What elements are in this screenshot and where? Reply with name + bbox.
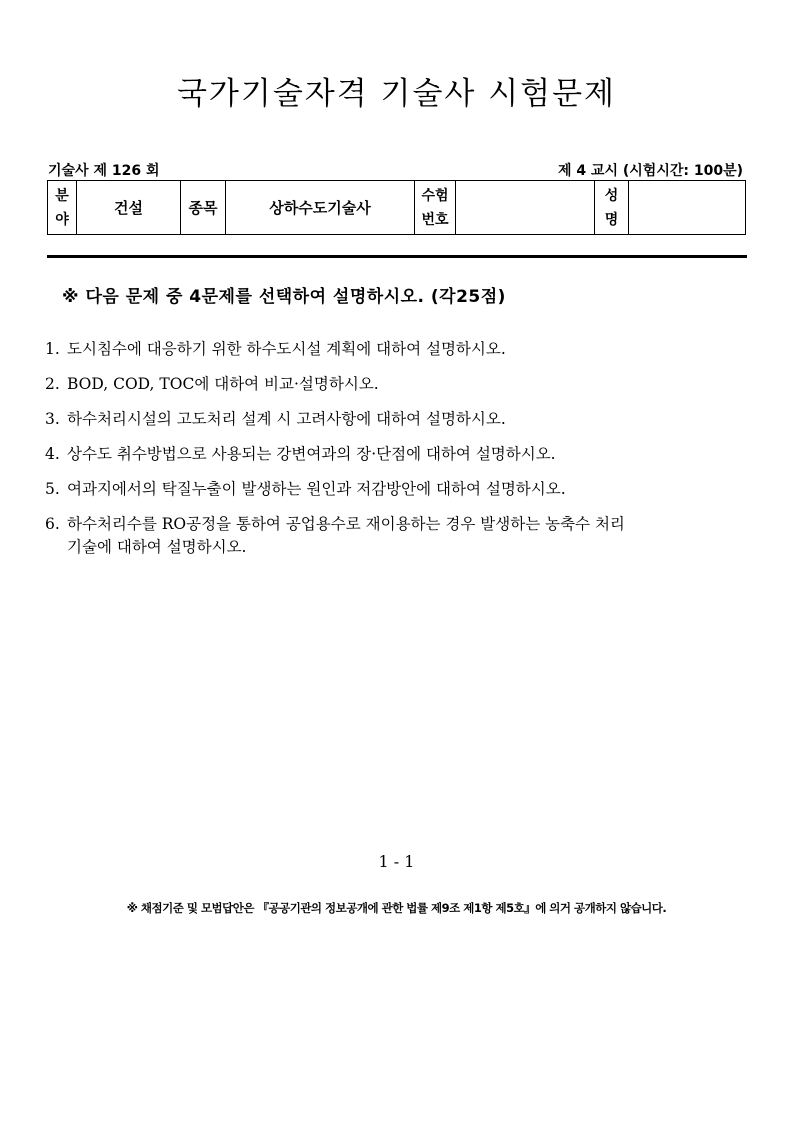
question-list [45, 338, 750, 571]
field-value: 건설 [77, 181, 181, 235]
exam-number-label-bottom: 번호 [421, 211, 449, 228]
question-text: 하수처리시설의 고도처리 설계 시 고려사항에 대하여 설명하시오. [67, 410, 506, 428]
divider-line [47, 255, 747, 258]
question-text: BOD, COD, TOC에 대하여 비교·설명하시오. [67, 375, 379, 393]
exam-period: 제 4 교시 (시험시간: 100분) [557, 163, 743, 179]
name-field[interactable] [629, 181, 746, 235]
question-text: 상수도 취수방법으로 사용되는 강변여과의 장·단점에 대하여 설명하시오. [67, 445, 556, 463]
exam-info-table [47, 180, 746, 235]
question-item [45, 513, 750, 559]
exam-number-label-cell [415, 181, 456, 235]
question-text-continued: 기술에 대하여 설명하시오. [67, 538, 247, 556]
field-label-bottom: 야 [55, 211, 69, 228]
field-label-top: 분 [55, 187, 69, 204]
question-number: 3. [45, 410, 60, 428]
question-number: 5. [45, 480, 60, 498]
question-number: 1. [45, 340, 60, 358]
category-label: 종목 [181, 181, 226, 235]
exam-number-label-top: 수험 [421, 187, 449, 204]
exam-title: 국가기술자격 기술사 시험문제 [176, 76, 616, 112]
question-item [45, 478, 750, 501]
category-value: 상하수도기술사 [226, 181, 415, 235]
question-number: 6. [45, 515, 60, 533]
footer-notice: ※ 채점기준 및 모범답안은 『공공기관의 정보공개에 관한 법률 제9조 제1항 제5호』에 의거 공개하지 않습니다. [126, 901, 667, 915]
question-text: 도시침수에 대응하기 위한 하수도시설 계획에 대하여 설명하시오. [67, 340, 506, 358]
exam-number-field[interactable] [456, 181, 595, 235]
question-item [45, 408, 750, 431]
question-text: 하수처리수를 RO공정을 통하여 공업용수로 재이용하는 경우 발생하는 농축수 처리 [67, 515, 625, 533]
name-label-cell [595, 181, 629, 235]
question-item [45, 443, 750, 466]
name-label-bottom: 명 [604, 211, 619, 228]
name-label-top: 성 [604, 187, 619, 204]
question-item [45, 373, 750, 396]
question-number: 4. [45, 445, 60, 463]
instruction-text: ※ 다음 문제 중 4문제를 선택하여 설명하시오. (각25점) [62, 287, 506, 307]
question-item [45, 338, 750, 361]
page-number: 1 - 1 [378, 852, 415, 871]
field-label-cell [48, 181, 77, 235]
exam-session: 기술사 제 126 회 [48, 163, 160, 179]
question-number: 2. [45, 375, 60, 393]
question-text: 여과지에서의 탁질누출이 발생하는 원인과 저감방안에 대하여 설명하시오. [67, 480, 566, 498]
